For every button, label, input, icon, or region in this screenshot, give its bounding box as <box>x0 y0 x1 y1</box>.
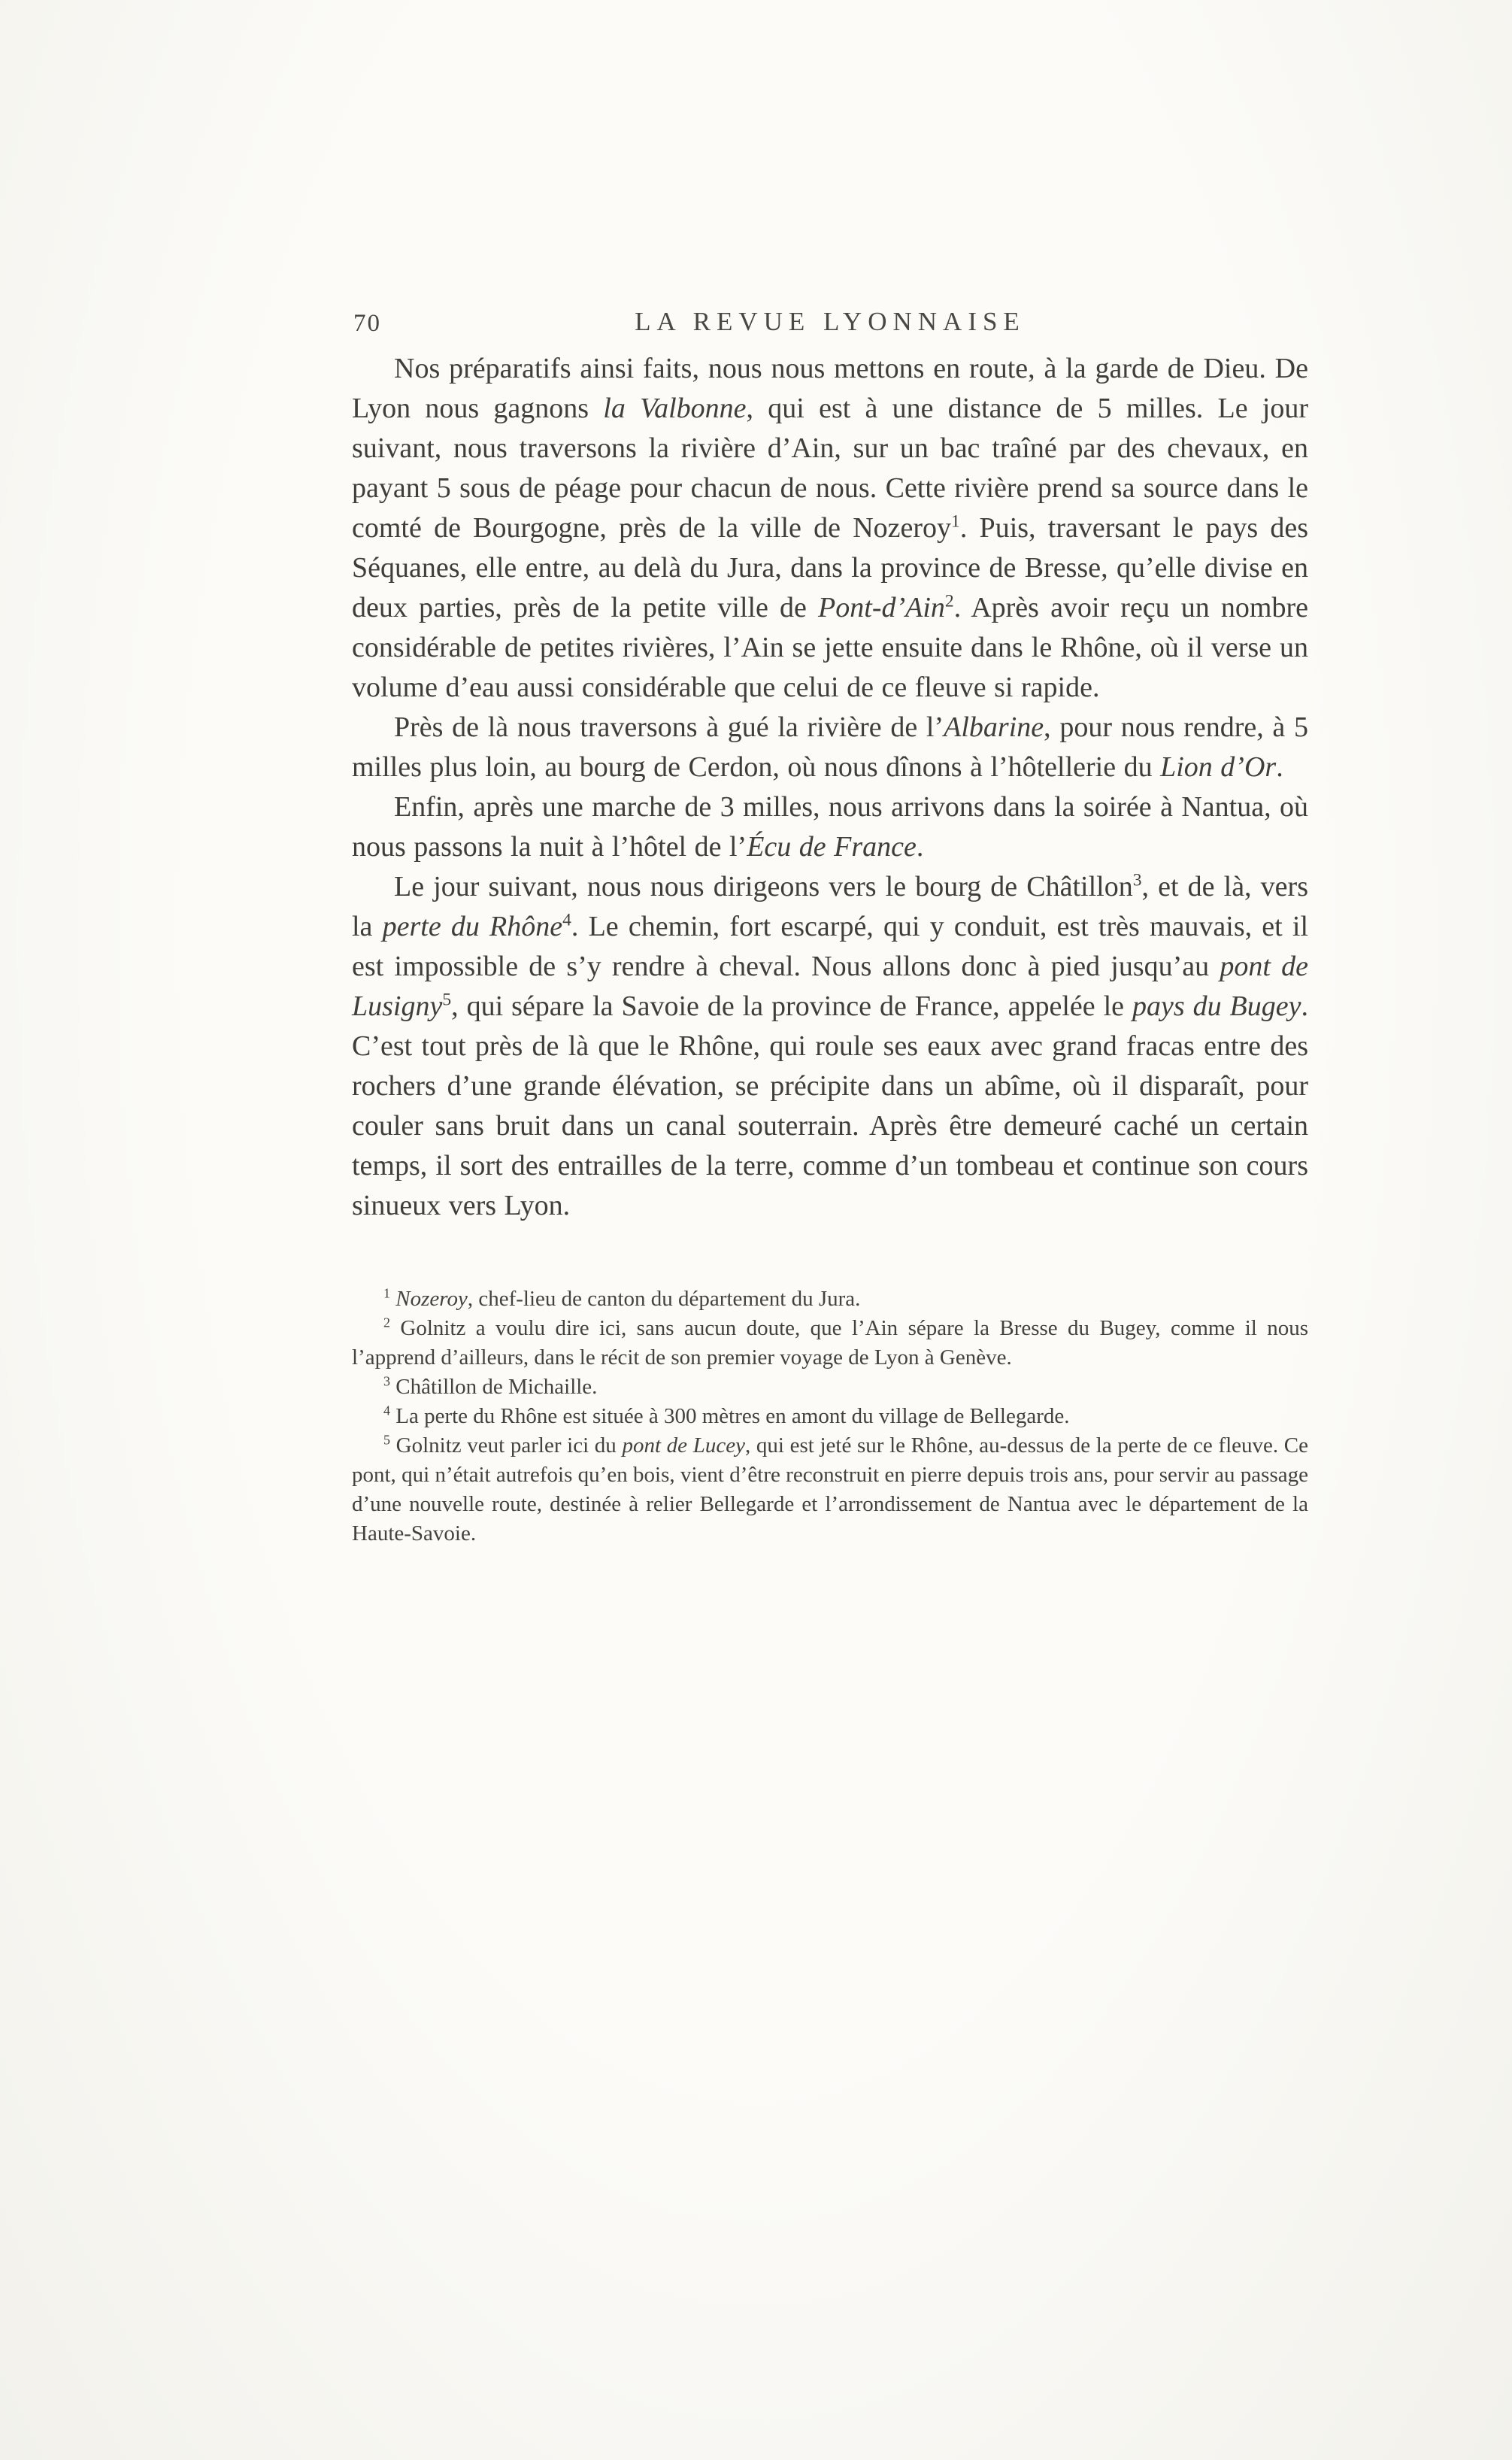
footnote <box>352 1402 1308 1431</box>
body-paragraph <box>352 867 1308 1226</box>
text-run: , qui est jeté sur le Rhône, au-dessus de la perte de ce fleuve. Ce pont, qui n’était autrefois qu’en bois, vient d’être reconstruit en pierre depuis trois ans, pour servir au passage d’une nouvelle route, destinée à relier Bellegarde et l’arrondissement de Nantua avec le département de la Haute-Savoie. <box>352 1433 1308 1545</box>
footnote-marker: 2 <box>383 1315 390 1330</box>
text-run: . Le chemin, fort escarpé, qui y conduit, est très mauvais, et il est impossible de s’y rendre à cheval. Nous allons donc à pied jusqu’au <box>352 911 1308 982</box>
footnote-marker: 3 <box>383 1373 390 1389</box>
text-run: Golnitz veut parler ici du <box>389 1433 623 1457</box>
footnote <box>352 1314 1308 1373</box>
page-number: 70 <box>353 310 381 337</box>
footnote-marker: 1 <box>951 511 960 532</box>
text-run: La perte du Rhône est située à 300 mètres en amont du village de Bellegarde. <box>389 1404 1070 1428</box>
text-run: , qui est à une distance de 5 milles. Le jour suivant, nous traversons la rivière d’Ain, sur un bac traîné par des chevaux, en payant 5 sous de péage pour chacun de nous. Cette rivière prend sa source dans le comté de Bourgogne, près de la ville de Nozeroy <box>352 393 1309 544</box>
text-run: , pour nous rendre, à 5 milles plus loin, au bourg de Cerdon, où nous dînons à l’hôtellerie du <box>352 711 1308 783</box>
footnote <box>352 1373 1308 1402</box>
body-text <box>352 349 1308 1226</box>
footnote <box>352 1285 1308 1314</box>
text-run: Châtillon de Michaille. <box>389 1375 598 1399</box>
text-run: . <box>1276 751 1283 783</box>
body-paragraph <box>352 708 1308 787</box>
footnote <box>352 1431 1308 1548</box>
body-paragraph <box>352 787 1308 867</box>
text-run: . Après avoir reçu un nombre considérable de petites rivières, l’Ain se jette ensuite dans le Rhône, où il verse un volume d’eau aussi considérable que celui de ce fleuve si rapide. <box>352 592 1308 703</box>
text-run: Nos préparatifs ainsi faits, nous nous mettons en route, à la garde de Dieu. De Lyon nous gagnons <box>352 353 1308 424</box>
footnote-marker: 1 <box>383 1285 390 1301</box>
page-header <box>352 302 1308 346</box>
text-run: , chef-lieu de canton du département du Jura. <box>467 1287 861 1311</box>
italic-run: pont de Lusigny <box>352 951 1308 1022</box>
body-paragraph <box>352 349 1308 708</box>
italic-run: Albarine <box>944 711 1044 743</box>
italic-run: Écu de France <box>747 831 917 863</box>
footnotes <box>352 1285 1308 1548</box>
italic-run: pays du Bugey <box>1132 990 1301 1022</box>
footnote-marker: 3 <box>1132 870 1142 890</box>
text-run: , qui sépare la Savoie de la province de France, appelée le <box>451 990 1132 1022</box>
text-run: Le jour suivant, nous nous dirigeons vers le bourg de Châtillon <box>394 871 1133 902</box>
text-run: , et de là, vers la <box>352 871 1308 942</box>
italic-run: perte du Rhône <box>382 911 563 942</box>
text-run: . Puis, traversant le pays des Séquanes, elle entre, au delà du Jura, dans la province de Bresse, qu’elle divise en deux parties, près de la petite ville de <box>352 512 1308 623</box>
text-run: . C’est tout près de là que le Rhône, qui roule ses eaux avec grand fracas entre des rochers d’une grande élévation, se précipite dans un abîme, où il disparaît, pour couler sans bruit dans un canal souterrain. Après être demeuré caché un certain temps, il sort des entrailles de la terre, comme d’un tombeau et continue son cours sinueux vers Lyon. <box>352 990 1308 1221</box>
italic-run: la Valbonne <box>603 393 747 424</box>
footnote-marker: 4 <box>383 1403 390 1418</box>
italic-run: Lion d’Or <box>1160 751 1277 783</box>
footnote-marker: 5 <box>442 990 452 1010</box>
text-run: . <box>916 831 924 863</box>
journal-title: LA REVUE LYONNAISE <box>635 307 1026 336</box>
italic-run: pont de Lucey <box>622 1433 745 1457</box>
text-run: Golnitz a voulu dire ici, sans aucun doute, que l’Ain sépare la Bresse du Bugey, comme il nous l’apprend d’ailleurs, dans le récit de son premier voyage de Lyon à Genève. <box>352 1316 1308 1370</box>
italic-run: Pont-d’Ain <box>818 592 945 623</box>
italic-run: Nozeroy <box>395 1287 468 1311</box>
footnote-marker: 2 <box>944 591 954 611</box>
footnote-marker: 5 <box>383 1432 390 1448</box>
text-run: Près de là nous traversons à gué la rivière de l’ <box>394 711 944 743</box>
footnote-marker: 4 <box>562 910 571 930</box>
text-run: Enfin, après une marche de 3 milles, nous arrivons dans la soirée à Nantua, où nous passons la nuit à l’hôtel de l’ <box>352 791 1308 863</box>
text-block <box>352 302 1308 1548</box>
